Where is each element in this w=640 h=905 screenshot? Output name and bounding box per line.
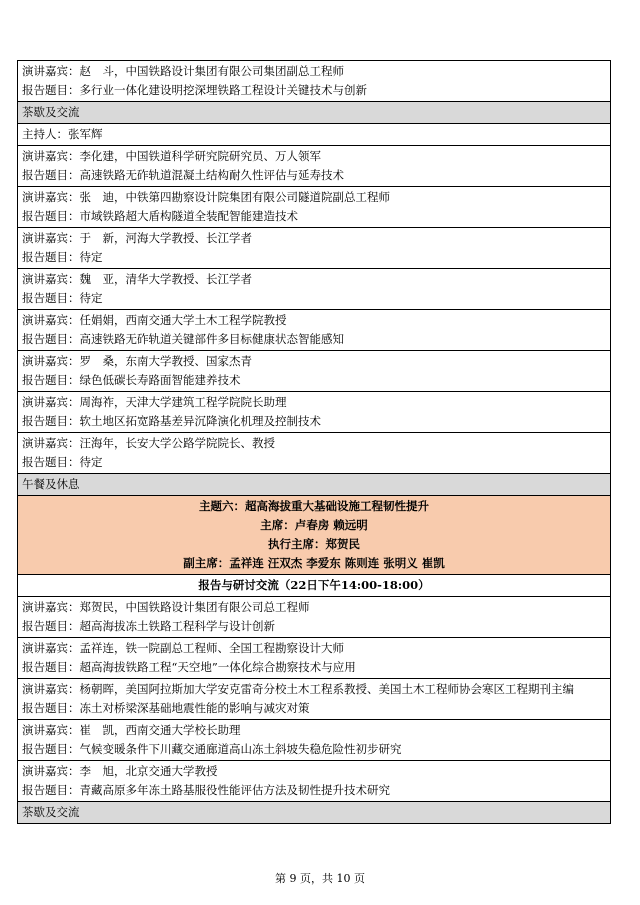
talk-row <box>18 187 611 228</box>
theme-header-row <box>18 496 611 575</box>
speaker-line: 演讲嘉宾：汪海年，长安大学公路学院院长、教授 <box>22 436 275 450</box>
topic-line: 报告题目：市域铁路超大盾构隧道全装配智能建造技术 <box>22 209 298 223</box>
speaker-line: 演讲嘉宾：郑贺民，中国铁路设计集团有限公司总工程师 <box>22 600 310 614</box>
speaker-line: 演讲嘉宾：孟祥连，铁一院副总工程师、全国工程勘察设计大师 <box>22 641 344 655</box>
talk-row <box>18 720 611 761</box>
topic-line: 报告题目：冻土对桥梁深基础地震性能的影响与减灾对策 <box>22 701 310 715</box>
talk-row <box>18 597 611 638</box>
talk-row <box>18 638 611 679</box>
speaker-line: 演讲嘉宾：张 迪，中铁第四勘察设计院集团有限公司隧道院副总工程师 <box>22 190 390 204</box>
talk-row <box>18 351 611 392</box>
talk-row <box>18 228 611 269</box>
topic-line: 报告题目：高速铁路无砟轨道关键部件多目标健康状态智能感知 <box>22 332 344 346</box>
speaker-line: 演讲嘉宾：赵 斗，中国铁路设计集团有限公司集团副总工程师 <box>22 64 344 78</box>
theme-line: 执行主席：郑贺民 <box>268 537 360 551</box>
talk-row <box>18 146 611 187</box>
host-row <box>18 124 611 146</box>
host-label: 主持人：张军辉 <box>22 127 103 141</box>
talk-row <box>18 433 611 474</box>
session-label: 报告与研讨交流（22日下午14:00-18:00） <box>198 578 430 592</box>
speaker-line: 演讲嘉宾：李化建，中国铁道科学研究院研究员、万人领军 <box>22 149 321 163</box>
talk-row <box>18 61 611 102</box>
talk-row <box>18 269 611 310</box>
topic-line: 报告题目：软土地区拓宽路基差异沉降演化机理及控制技术 <box>22 414 321 428</box>
break-label: 茶歇及交流 <box>22 105 80 119</box>
schedule-table <box>17 60 611 824</box>
break-row <box>18 102 611 124</box>
topic-line: 报告题目：超高海拔冻土铁路工程科学与设计创新 <box>22 619 275 633</box>
page-footer: 第 9 页，共 10 页 <box>275 872 365 885</box>
talk-row <box>18 679 611 720</box>
theme-line: 主席：卢春房 赖远明 <box>260 518 368 532</box>
talk-row <box>18 761 611 802</box>
theme-line: 主题六：超高海拔重大基础设施工程韧性提升 <box>199 499 429 513</box>
speaker-line: 演讲嘉宾：杨朝晖，美国阿拉斯加大学安克雷奇分校土木工程系教授、美国土木工程师协会寒区工程期刊主编 <box>22 682 574 696</box>
talk-row <box>18 310 611 351</box>
speaker-line: 演讲嘉宾：于 新，河海大学教授、长江学者 <box>22 231 252 245</box>
break-label: 午餐及休息 <box>22 477 80 491</box>
topic-line: 报告题目：超高海拔铁路工程“天空地”一体化综合勘察技术与应用 <box>22 660 356 674</box>
break-row <box>18 802 611 824</box>
topic-line: 报告题目：高速铁路无砟轨道混凝土结构耐久性评估与延寿技术 <box>22 168 344 182</box>
break-label: 茶歇及交流 <box>22 805 80 819</box>
speaker-line: 演讲嘉宾：崔 凯，西南交通大学校长助理 <box>22 723 241 737</box>
talk-row <box>18 392 611 433</box>
topic-line: 报告题目：待定 <box>22 250 103 264</box>
speaker-line: 演讲嘉宾：李 旭，北京交通大学教授 <box>22 764 218 778</box>
topic-line: 报告题目：待定 <box>22 291 103 305</box>
speaker-line: 演讲嘉宾：罗 桑，东南大学教授、国家杰青 <box>22 354 252 368</box>
topic-line: 报告题目：气候变暖条件下川藏交通廊道高山冻土斜坡失稳危险性初步研究 <box>22 742 402 756</box>
break-row <box>18 474 611 496</box>
topic-line: 报告题目：多行业一体化建设明挖深埋铁路工程设计关键技术与创新 <box>22 83 367 97</box>
theme-line: 副主席：孟祥连 汪双杰 李爱东 陈则连 张明义 崔凯 <box>183 556 445 570</box>
speaker-line: 演讲嘉宾：周海祚，天津大学建筑工程学院院长助理 <box>22 395 287 409</box>
speaker-line: 演讲嘉宾：魏 亚，清华大学教授、长江学者 <box>22 272 252 286</box>
speaker-line: 演讲嘉宾：任娟娟，西南交通大学土木工程学院教授 <box>22 313 287 327</box>
session-header-row <box>18 575 611 597</box>
topic-line: 报告题目：待定 <box>22 455 103 469</box>
topic-line: 报告题目：绿色低碳长寿路面智能建养技术 <box>22 373 241 387</box>
topic-line: 报告题目：青藏高原多年冻土路基服役性能评估方法及韧性提升技术研究 <box>22 783 390 797</box>
